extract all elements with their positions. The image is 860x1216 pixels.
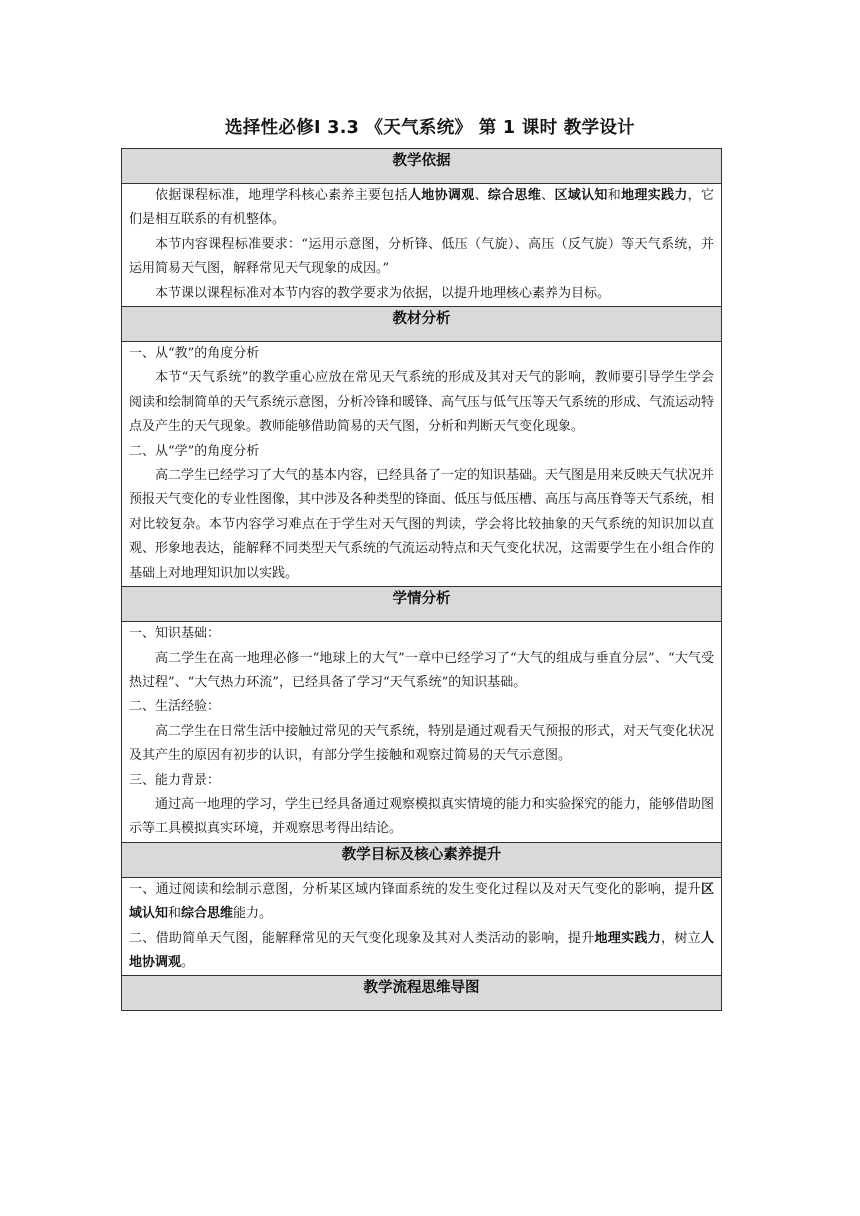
section-body-objectives (122, 877, 722, 976)
section-heading-objectives: 教学目标及核心素养提升 (122, 842, 722, 877)
objective-item: 一、通过阅读和绘制示意图，分析某区域内锋面系统的发生变化过程以及对天气变化的影响，提升区域认知和综合思维能力。 (129, 881, 714, 922)
section-body-row (122, 877, 722, 976)
section-header-row (122, 976, 722, 1011)
paragraph: 本节课以课程标准对本节内容的教学要求为依据，以提升地理核心素养为目标。 (155, 285, 611, 301)
section-header-row (122, 307, 722, 342)
section-body-row (122, 342, 722, 587)
section-body-row (122, 184, 722, 307)
section-body-basis (122, 184, 722, 307)
lesson-plan-table (121, 148, 722, 1011)
bold-term: 区域认知 (129, 881, 714, 922)
bold-term: 地理实践力 (621, 188, 688, 203)
section-header-row (122, 149, 722, 184)
paragraph: 本节内容课程标准要求：“运用示意图，分析锋、低压（气旋）、高压（反气旋）等天气系统，并运用简易天气图，解释常见天气现象的成因。” (129, 236, 714, 277)
paragraph: 高二学生在日常生活中接触过常见的天气系统，特别是通过观看天气预报的形式，对天气变化状况及其产生的原因有初步的认识，有部分学生接触和观察过简易的天气示意图。 (129, 723, 715, 764)
section-heading-basis: 教学依据 (122, 149, 722, 184)
subheading: 二、从“学”的角度分析 (129, 443, 260, 459)
subheading: 二、生活经验： (129, 699, 221, 715)
bold-term: 综合思维 (181, 906, 234, 922)
paragraph: 高二学生在高一地理必修一“地球上的大气”一章中已经学习了“大气的组成与垂直分层”、“大气受热过程”、“大气热力环流”，已经具备了学习“天气系统”的知识基础。 (129, 650, 714, 690)
objective-item: 二、借助简单天气图，能解释常见的天气变化现象及其对人类活动的影响，提升地理实践力，树立人地协调观。 (129, 930, 714, 970)
paragraph: 通过高一地理的学习，学生已经具备通过观察模拟真实情境的能力和实验探究的能力，能够借助图示等工具模拟真实环境，并观察思考得出结论。 (129, 796, 715, 837)
section-body-learners (122, 622, 722, 843)
bold-term: 区域认知 (554, 188, 608, 203)
section-heading-learners: 学情分析 (122, 587, 722, 622)
section-heading-mindmap: 教学流程思维导图 (122, 976, 722, 1011)
section-body-textbook (122, 342, 722, 587)
paragraph: 依据课程标准，地理学科核心素养主要包括人地协调观、综合思维、区域认知和地理实践力，它们是相互联系的有机整体。 (129, 188, 714, 228)
section-heading-textbook: 教材分析 (122, 307, 722, 342)
section-header-row (122, 842, 722, 877)
bold-term: 人地协调观 (129, 930, 714, 970)
section-body-row (122, 622, 722, 843)
subheading: 一、从“教”的角度分析 (129, 346, 260, 362)
bold-term: 综合思维 (487, 188, 542, 203)
paragraph: 本节“天气系统”的教学重心应放在常见天气系统的形成及其对天气的影响，教师要引导学生学会阅读和绘制简单的天气系统示意图，分析冷锋和暖锋、高气压与低气压等天气系统的形成、气流运动特点及产生的天气现象。教师能够借助简易的天气图，分析和判断天气变化现象。 (129, 370, 715, 435)
page-title: 选择性必修Ⅰ 3.3 《天气系统》 第 1 课时 教学设计 (225, 118, 635, 138)
subheading: 三、能力背景： (129, 772, 221, 788)
subheading: 一、知识基础： (129, 626, 221, 642)
section-header-row (122, 587, 722, 622)
bold-term: 人地协调观 (407, 188, 475, 203)
bold-term: 地理实践力 (594, 930, 662, 946)
paragraph: 高二学生已经学习了大气的基本内容，已经具备了一定的知识基础。天气图是用来反映天气状况并预报天气变化的专业性图像，其中涉及各种类型的锋面、低压与低压槽、高压与高压脊等天气系统，相对比较复杂。本节内容学习难点在于学生对天气图的判读，学会将比较抽象的天气系统的知识加以直观、形象地表达，能解释不同类型天气系统的气流运动特点和天气变化状况，这需要学生在小组合作的基础上对地理知识加以实践。 (129, 468, 715, 581)
